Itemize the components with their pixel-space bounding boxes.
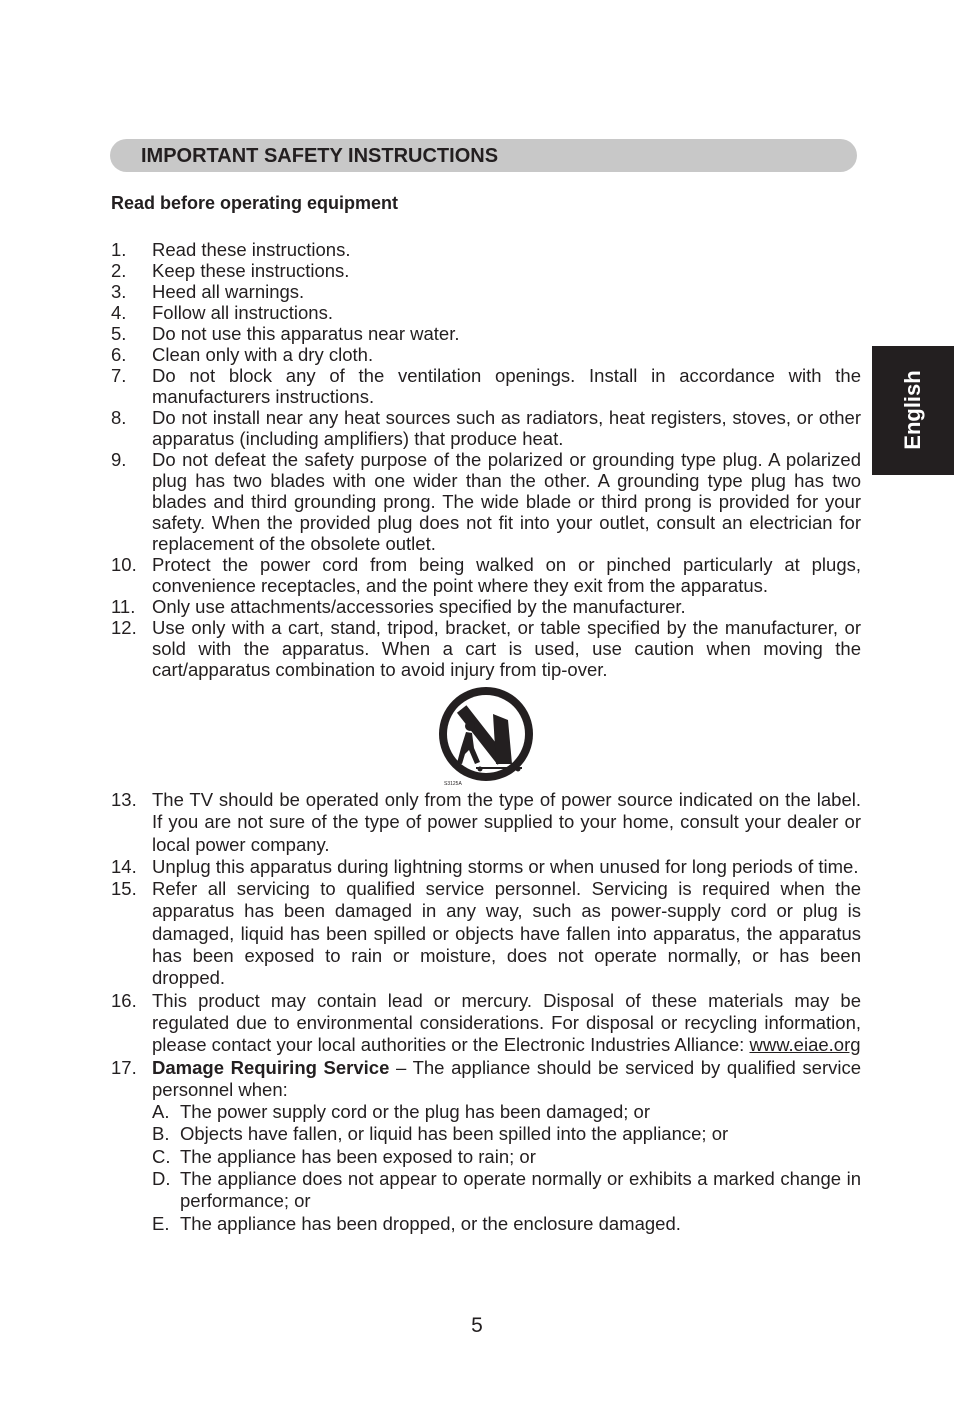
list-item [111, 281, 861, 302]
item-text [152, 990, 861, 1057]
sub-list-item [152, 1168, 861, 1213]
list-item [111, 344, 861, 365]
item-number: 3. [111, 281, 127, 302]
list-item [111, 596, 861, 617]
sub-text: The appliance has been exposed to rain; or [180, 1145, 536, 1167]
item-number: 8. [111, 407, 127, 428]
item-number: 4. [111, 302, 127, 323]
item-heading: Damage Requiring Service [152, 1056, 390, 1078]
language-tab-label: English [900, 370, 925, 450]
sub-list-item [152, 1101, 861, 1123]
sub-list-item [152, 1123, 861, 1145]
instruction-list-bottom [111, 789, 861, 1235]
item-number: 17. [111, 1056, 137, 1078]
item-number: 1. [111, 239, 127, 260]
list-item [111, 449, 861, 554]
item-text: Only use attachments/accessories specified by the manufacturer. [152, 596, 686, 617]
sub-letter: E. [152, 1212, 170, 1234]
item-text: Do not install near any heat sources such as radiators, heat registers, stoves, or other apparatus (including amplifiers) that produce heat. [152, 407, 861, 449]
eiae-link[interactable]: www.eiae.org [749, 1034, 861, 1056]
item-number: 16. [111, 989, 137, 1011]
item-text: Follow all instructions. [152, 302, 333, 323]
item-text: Clean only with a dry cloth. [152, 344, 374, 365]
item-text: Protect the power cord from being walked on or pinched particularly at plugs, convenience receptacles, and the point where they exit from the apparatus. [152, 554, 861, 596]
item-number: 10. [111, 554, 137, 575]
list-item [111, 365, 861, 407]
item-text: Use only with a cart, stand, tripod, bracket, or table specified by the manufacturer, or sold with the apparatus. When a cart is used, use caution when moving the cart/apparatus combination to avoid injury from tip-over. [152, 617, 861, 680]
item-text: The TV should be operated only from the type of power source indicated on the label. If you are not sure of the type of power supplied to your home, consult your dealer or local power company. [152, 789, 861, 855]
sub-text: The power supply cord or the plug has been damaged; or [180, 1101, 650, 1123]
item-number: 12. [111, 617, 137, 638]
list-item [111, 878, 861, 989]
item-text [152, 1057, 861, 1235]
item-number: 5. [111, 323, 127, 344]
symbol-code: S3125A [444, 781, 462, 787]
item-body: This product may contain lead or mercury. Disposal of these materials may be regulated due to environmental considerations. For disposal or recycling information, please contact your local authorities or the Electronic Industries Alliance: [152, 989, 861, 1056]
item-text: Keep these instructions. [152, 260, 350, 281]
list-item [111, 1057, 861, 1235]
sub-text: The appliance does not appear to operate normally or exhibits a marked change in performance; or [180, 1168, 861, 1212]
item-text: Read these instructions. [152, 239, 351, 260]
sub-list-item [152, 1146, 861, 1168]
page-number: 5 [471, 1314, 483, 1337]
list-item [111, 789, 861, 856]
item-text: Do not block any of the ventilation openings. Install in accordance with the manufacturers instructions. [152, 365, 861, 407]
item-number: 13. [111, 789, 137, 810]
subtitle: Read before operating equipment [111, 193, 399, 213]
item-number: 2. [111, 260, 127, 281]
item-number: 9. [111, 449, 127, 470]
list-item [111, 554, 861, 596]
list-item [111, 260, 861, 281]
sub-list-item [152, 1213, 861, 1235]
language-tab [872, 346, 954, 475]
item-number: 14. [111, 855, 137, 877]
list-item [111, 407, 861, 449]
item-text: Do not use this apparatus near water. [152, 323, 460, 344]
item-number: 11. [111, 596, 136, 617]
sub-letter: A. [152, 1101, 170, 1123]
item-text: Heed all warnings. [152, 281, 305, 302]
list-item [111, 617, 861, 680]
list-item [111, 323, 861, 344]
item-number: 6. [111, 344, 127, 365]
section-banner [110, 139, 857, 172]
item-text: Refer all servicing to qualified service personnel. Servicing is required when the apparatus has been damaged in any way, such as power-supply cord or plug is damaged, liquid has been spilled or objects have fallen into apparatus, the apparatus has been exposed to rain or moisture, does not operate normally, or has been dropped. [152, 878, 861, 989]
item-number: 15. [111, 878, 137, 900]
list-item [111, 239, 861, 260]
list-item [111, 990, 861, 1057]
item-text: Do not defeat the safety purpose of the polarized or grounding type plug. A polarized plug has two blades with one wider than the other. A grounding type plug has two blades and third grounding prong. The wide blade or third prong is provided for your safety. When the provided plug does not fit into your outlet, consult an electrician for replacement of the obsolete outlet. [152, 449, 861, 554]
instruction-list-top [111, 239, 861, 680]
cart-tip-over-warning-icon [436, 684, 540, 788]
sub-text: Objects have fallen, or liquid has been spilled into the appliance; or [180, 1123, 729, 1145]
item-number: 7. [111, 365, 127, 386]
sub-letter: B. [152, 1123, 170, 1145]
sub-letter: D. [152, 1168, 171, 1190]
item-text: Unplug this apparatus during lightning storms or when unused for long periods of time. [152, 855, 859, 877]
item-body: – The appliance should be serviced by qualified service personnel when: [152, 1056, 862, 1100]
list-item [111, 856, 861, 878]
sub-text: The appliance has been dropped, or the enclosure damaged. [180, 1212, 681, 1234]
sub-letter: C. [152, 1145, 171, 1167]
section-title: IMPORTANT SAFETY INSTRUCTIONS [141, 145, 499, 167]
list-item [111, 302, 861, 323]
